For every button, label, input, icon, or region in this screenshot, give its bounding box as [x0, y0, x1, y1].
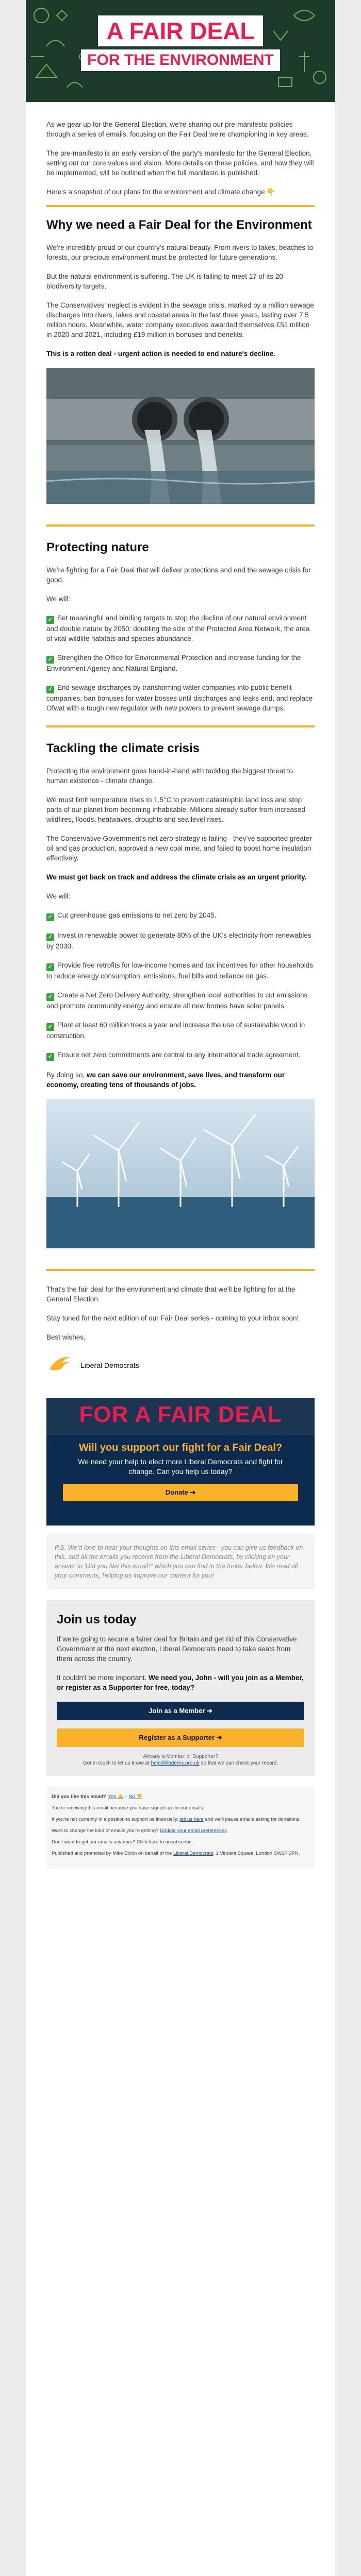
sewage-pipe-image [46, 368, 315, 504]
why-bold-statement: This is a rotten deal - urgent action is needed to end nature's decline. [46, 350, 276, 358]
join-p2-lead: It couldn't be more important. [57, 1674, 149, 1682]
climate-heading: Tackling the climate crisis [46, 741, 200, 755]
climate-paragraph-3: The Conservative Government's net zero strategy is failing - they've supported greater oil and gas production, approved a new coal mine, and failed to boost home insulation effectively. [46, 835, 312, 862]
help-email-link[interactable]: help@libdems.org.uk [151, 1760, 200, 1766]
climate-item-5 [46, 1020, 315, 1041]
header-title-line1: A FAIR DEAL [98, 15, 262, 46]
cta-subtext: We need your help to elect more Liberal Democrats and fight for change. Can you help us today? [78, 1458, 283, 1476]
lib-dem-bird-logo [46, 1354, 73, 1377]
climate-paragraph-4 [46, 872, 315, 882]
climate-closing-bold: we can save our environment, save lives, and transform our economy, creating tens of thousands of jobs. [46, 1071, 285, 1089]
intro-paragraph-1: As we gear up for the General Election, we're sharing our pre-manifesto policies through a series of emails, focusing on the Fair Deal we're championing in key areas. [46, 121, 309, 138]
check-icon: ✓ [46, 913, 54, 921]
climate-bold-statement: We must get back on track and address the climate crisis as an urgent priority. [46, 873, 307, 881]
why-paragraph-2: But the natural environment is suffering. The UK is failing to meet 17 of its 20 biodiversity targets. [46, 273, 283, 290]
join-heading: Join us today [57, 1613, 137, 1626]
footer-preferences-note [52, 1827, 309, 1834]
f5-tail: , 1 Vincent Square, London SW1P 2PN. [213, 1851, 300, 1856]
wind-turbines-image [46, 1099, 315, 1248]
check-icon: ✓ [46, 963, 54, 971]
nature-paragraph-1: We're fighting for a Fair Deal that will deliver protections and end the sewage crisis for good. [46, 566, 311, 584]
why-heading: Why we need a Fair Deal for the Environment [46, 218, 312, 232]
check-icon: ✓ [46, 656, 54, 664]
email-body [26, 0, 335, 2576]
email-rating: Did you like this email? Yes 👍 - No 👎 [52, 1794, 142, 1800]
header-title-line2: FOR THE ENVIRONMENT [81, 49, 280, 71]
join-paragraph-1: If we're going to secure a fairer deal for Britain and get rid of this Conservative Government at the next election, Liberal Democrats need to take seats from them across the country. [57, 1635, 297, 1663]
climate-item-text: Create a Net Zero Delivery Authority, strengthen local authorities to cut emissions and promote community energy and ensure all new homes have solar panels. [46, 991, 308, 1010]
cta-banner-text: FOR A FAIR DEAL [79, 1402, 282, 1427]
get-in-touch-text [57, 1760, 304, 1767]
register-as-supporter-button[interactable]: Register as a Supporter ➜ [57, 1728, 304, 1747]
climate-paragraph-2: We must limit temperature rises to 1.5°C to prevent catastrophic land loss and stop parts of our planet from becoming inhabitable. Millions already suffer from increased wildfires, floods, heatwaves, droughts and sea level rises. [46, 796, 305, 823]
climate-item-text: Invest in renewable power to generate 80% of the UK's electricity from renewables by 2030. [46, 931, 311, 950]
f2-tail: and we'll pause emails asking for donations. [203, 1817, 301, 1822]
outro-paragraph-1: That's the fair deal for the environment and climate that we'll be fighting for at the General Election. [46, 1285, 296, 1303]
already-member-text: Already a Member or Supporter? [143, 1754, 218, 1759]
wind-turbines-photo [46, 1099, 315, 1248]
check-icon: ✓ [46, 1023, 54, 1031]
cta-banner [46, 1398, 315, 1435]
why-paragraph-1: We're incredibly proud of our country's natural beauty. From rivers to lakes, beaches to forests, our precious environment must be protected for future generations. [46, 244, 314, 261]
climate-item-text: Provide free retrofits for low-income homes and tax incentives for other households to reduce energy consumption, emissions, fuel bills and reliance on gas. [46, 961, 313, 980]
climate-closing-lead: By doing so, [46, 1071, 87, 1079]
rate-yes-link[interactable]: Yes 👍 [108, 1794, 124, 1800]
intro-paragraph-3: Here's a snapshot of our plans for the environment and climate change 👇 [46, 188, 276, 196]
donate-cta-panel [46, 1398, 315, 1526]
rate-no-link[interactable]: No 👎 [128, 1794, 142, 1800]
touch-lead: Get in touch to let us know at [83, 1760, 151, 1766]
f2-lead: If you're not currently in a position to support us financially, [52, 1817, 180, 1822]
f3-lead: Want to change the kind of emails you're getting? [52, 1828, 160, 1834]
climate-paragraph-1: Protecting the environment goes hand-in-hand with tackling the biggest threat to human existence - climate change. [46, 767, 293, 785]
rate-question: Did you like this email? [52, 1794, 106, 1800]
signature-name: Liberal Democrats [80, 1361, 139, 1369]
cta-question: Will you support our fight for a Fair Deal? [78, 1442, 283, 1453]
climate-item-4 [46, 990, 315, 1011]
climate-item-text: Plant at least 60 million trees a year and increase the use of sustainable wood in construction. [46, 1021, 305, 1040]
header-banner [26, 0, 335, 102]
sewage-pipe-photo [46, 368, 315, 504]
email-footer [46, 1786, 315, 1869]
footer-signup-note: You're receiving this email because you have signed up for our emails. [52, 1805, 205, 1811]
check-icon: ✓ [46, 934, 54, 941]
intro-paragraph-2: The pre-manifesto is an early version of the party's manifesto for the General Election, setting out our core values and vision. More details on these policies, and how they will be implemented, will be outlined when the full manifesto is published. [46, 149, 314, 177]
climate-item-text: Ensure net zero commitments are central to any international trade agreement. [57, 1051, 301, 1059]
nature-item-3 [46, 683, 315, 713]
nature-item-2 [46, 653, 315, 673]
check-icon: ✓ [46, 616, 54, 624]
outro-paragraph-2: Stay tuned for the next edition of our Fair Deal series - coming to your inbox soon! [46, 1314, 299, 1322]
nature-item-text: Strengthen the Office for Environmental Protection and increase funding for the Environment Agency and Natural England. [46, 654, 301, 672]
climate-item-2 [46, 930, 315, 951]
header-title [56, 15, 305, 71]
nature-item-text: Set meaningful and binding targets to stop the decline of our natural environment and double nature by 2050: doubling the size of the Protected Area Network, the area of vital wildlife habitats and species abundance. [46, 614, 310, 642]
footer-unsubscribe-note[interactable]: Don't want to get our emails anymore? Click here to unsubscribe. [52, 1839, 193, 1845]
section-divider [46, 1269, 315, 1271]
nature-item-1 [46, 613, 315, 643]
lib-dems-link[interactable]: Liberal Democrats [173, 1851, 214, 1856]
join-paragraph-2 [57, 1673, 304, 1692]
why-paragraph-3: The Conservatives' neglect is evident in the sewage crisis, marked by a million sewage discharges into rivers, lakes and coastal areas in the last three years, lasting over 7.5 million hours. Meanwhile, water company executives awarded themselves £51 million in 2020 and 2021, including £19 million in bonuses and benefits. [46, 301, 314, 338]
climate-item-3 [46, 960, 315, 981]
join-p2-bold: We need you, John - will you join as a Member, or register as a Supporter for free, today? [57, 1674, 304, 1691]
section-divider [46, 524, 315, 527]
check-icon: ✓ [46, 686, 54, 693]
tell-us-here-link[interactable]: tell us here [179, 1817, 204, 1822]
climate-item-1 [46, 910, 315, 921]
climate-item-6 [46, 1050, 315, 1061]
signature [46, 1351, 315, 1379]
why-paragraph-4 [46, 349, 315, 359]
join-panel [46, 1600, 315, 1776]
climate-closing [46, 1070, 315, 1090]
section-divider [46, 725, 315, 727]
nature-item-text: End sewage discharges by transforming water companies into public benefit companies, ban bonuses for water bosses until discharges and leaks end, and replace Ofwat with a tough new regulator with new powers to prevent sewage dumps. [46, 684, 313, 712]
climate-item-text: Cut greenhouse gas emissions to net zero by 2045. [57, 911, 217, 919]
nature-we-will: We will: [46, 595, 71, 603]
f5-lead: Published and promoted by Mike Dixon on behalf of the [52, 1851, 174, 1856]
nature-heading: Protecting nature [46, 540, 149, 554]
footer-pause-note [52, 1816, 309, 1823]
ps-note: P.S. We'd love to hear your thoughts on this email series - you can give us feedback on this, and all the emails you receive from the Liberal Democrats, by clicking on your answer to 'Did you like this email?' which you can find in the footer below. We read all your comments, helping us improve our content for you! [46, 1534, 315, 1589]
check-icon: ✓ [46, 1053, 54, 1061]
touch-tail: so that we can check your record. [199, 1760, 278, 1766]
section-divider [46, 205, 315, 207]
join-as-member-button[interactable]: Join as a Member ➜ [57, 1702, 304, 1720]
footer-imprint [52, 1850, 309, 1857]
check-icon: ✓ [46, 993, 54, 1001]
outro-sign-off: Best wishes, [46, 1333, 86, 1341]
climate-we-will: We will: [46, 892, 71, 900]
update-preferences-link[interactable]: Update your email preferences [160, 1828, 227, 1834]
donate-button[interactable]: Donate ➜ [63, 1484, 298, 1501]
